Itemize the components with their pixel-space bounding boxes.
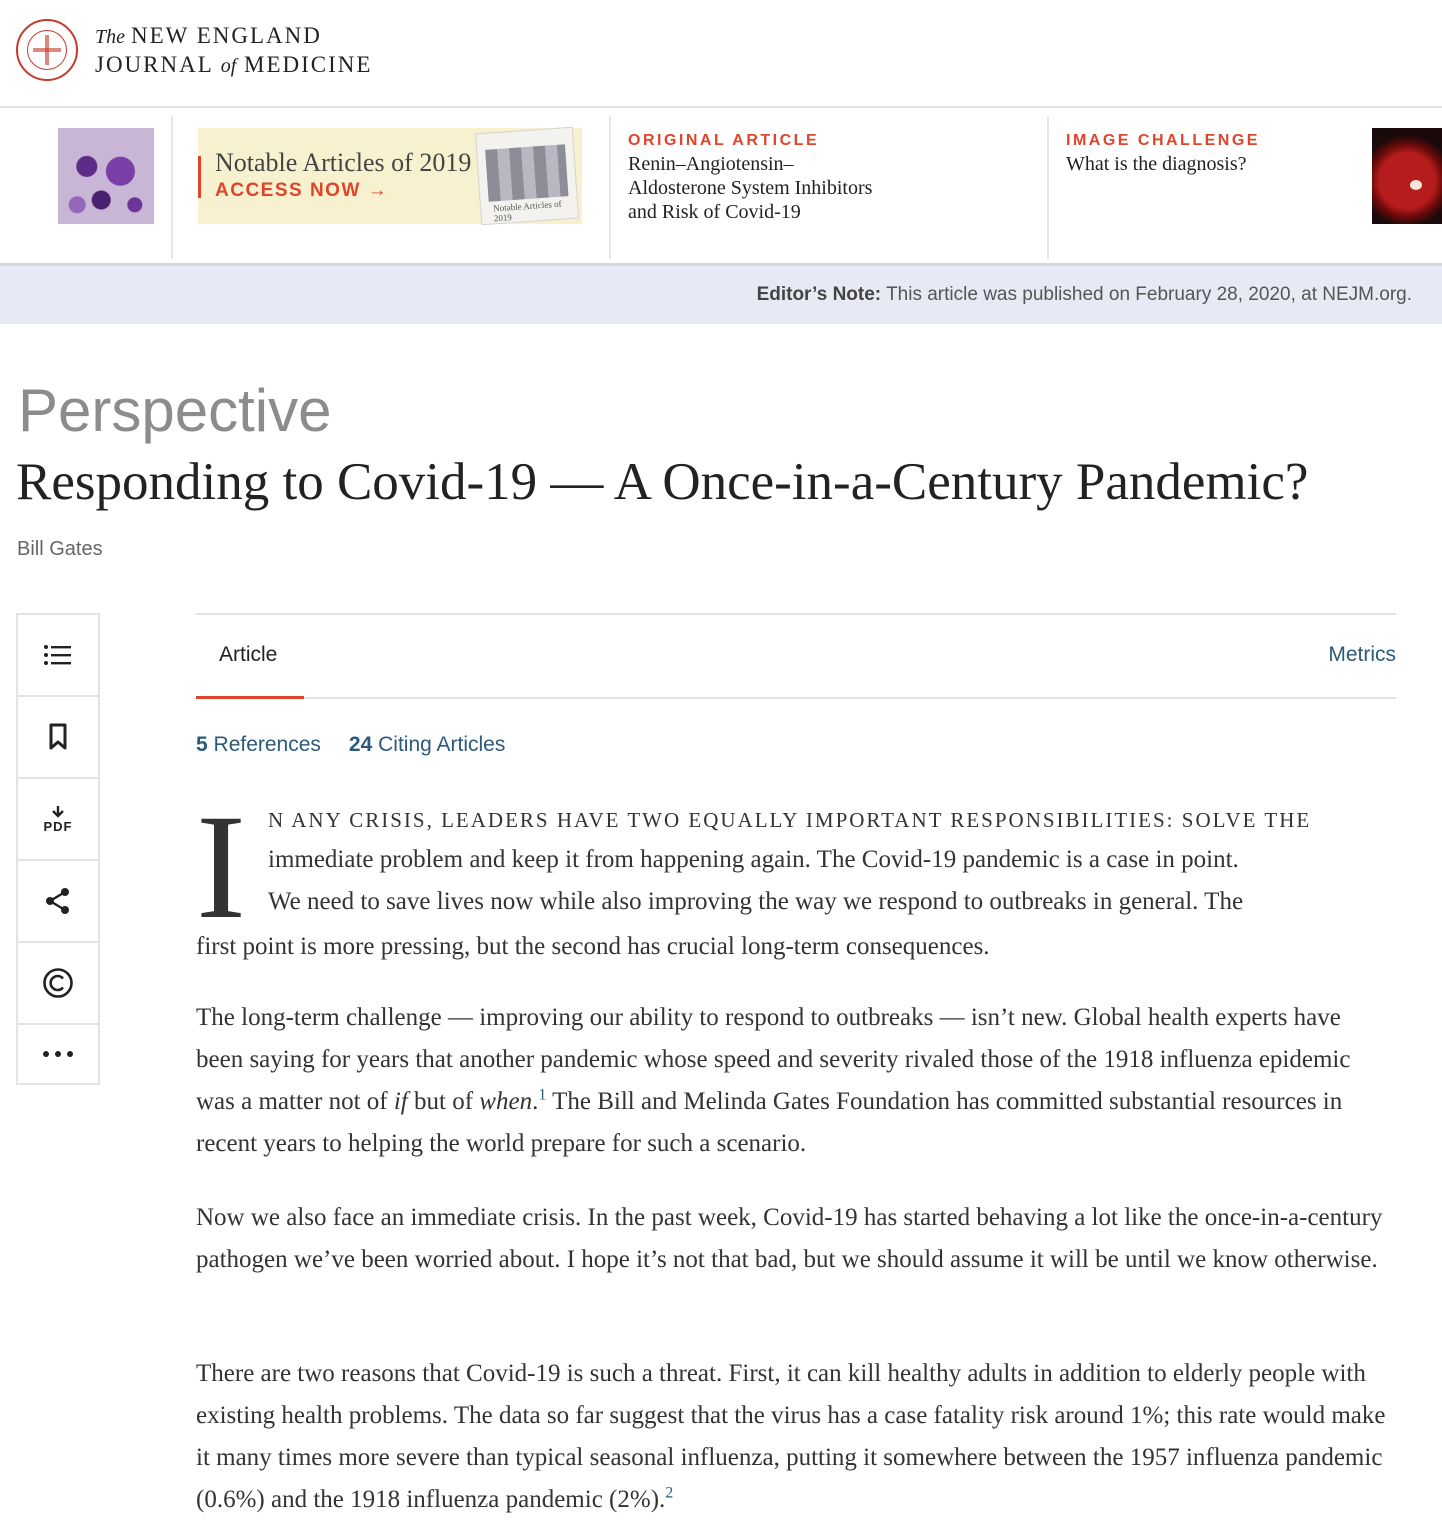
original-article-title[interactable] [628, 152, 872, 224]
author-link[interactable]: Bill Gates [17, 538, 103, 560]
article-title: Responding to Covid-19 — A Once-in-a-Century Pandemic? [16, 453, 1309, 511]
divider [171, 116, 173, 259]
image-challenge-thumbnail[interactable] [1372, 128, 1442, 224]
citing-count: 24 [348, 733, 373, 756]
references-link[interactable] [196, 733, 321, 756]
divider [609, 116, 611, 259]
drop-cap: I [196, 784, 246, 950]
references-label: References [213, 733, 321, 756]
copyright-button[interactable] [18, 943, 98, 1025]
image-challenge-kicker: IMAGE CHALLENGE [1066, 132, 1260, 149]
article-tabs [196, 613, 1396, 699]
citing-articles-link[interactable] [349, 733, 505, 756]
brand-the: The [95, 26, 125, 48]
editors-note-text: This article was published on February 28, 2020, at NEJM.org. [886, 284, 1412, 305]
footnote-ref-1[interactable]: 1 [538, 1086, 547, 1104]
body-line: immediate problem and keep it from happening again. The Covid-19 pandemic is a case in point. [268, 846, 1239, 873]
text-run: but of [407, 1088, 480, 1115]
title-line: Renin–Angiotensin– [628, 153, 794, 175]
accent-bar [198, 156, 201, 198]
emphasis: when [479, 1088, 533, 1115]
pdf-label: PDF [43, 818, 73, 834]
ellipsis-icon [42, 1050, 74, 1058]
paragraph-2 [196, 997, 1391, 1165]
micrograph-thumbnail[interactable] [58, 128, 154, 224]
download-arrow-icon [50, 805, 66, 819]
article-tools-rail [16, 613, 100, 1085]
paragraph-3: Now we also face an immediate crisis. In the past week, Covid-19 has started behaving a lot like the once-in-a-century pathogen we’ve been worried about. I hope it’s not that bad, but we should assume it will be until we know otherwise. [196, 1204, 1383, 1273]
tab-article-label: Article [219, 643, 278, 666]
paragraph-4 [196, 1353, 1391, 1521]
body-line: We need to save lives now while also improving the way we respond to outbreaks in general. The [268, 888, 1244, 915]
title-line: and Risk of Covid-19 [628, 201, 801, 223]
image-challenge-promo[interactable] [1066, 132, 1260, 176]
image-challenge-title[interactable]: What is the diagnosis? [1066, 153, 1247, 175]
copyright-icon [42, 967, 74, 999]
original-article-promo[interactable] [628, 132, 872, 224]
citing-label: Citing Articles [378, 733, 506, 756]
title-line: Aldosterone System Inhibitors [628, 177, 873, 199]
brand-journal: JOURNAL [95, 52, 213, 77]
nejm-seal-logo[interactable] [16, 19, 78, 81]
more-options-button[interactable] [18, 1025, 98, 1083]
promo-strip [0, 110, 1442, 266]
tab-article[interactable] [196, 615, 304, 699]
text-run: The Bill and Melinda Gates Foundation has committed substantial resources in recent years to helping the world prepare for such a scenario. [196, 1088, 1343, 1157]
notable-articles-banner[interactable] [198, 128, 582, 224]
editors-note [757, 284, 1412, 306]
bookmark-icon [48, 723, 68, 751]
divider [1047, 116, 1049, 259]
editors-note-bar [0, 266, 1442, 324]
text-run: . [532, 1088, 539, 1115]
access-now-link[interactable]: ACCESS NOW → [215, 180, 389, 201]
emphasis: if [393, 1088, 408, 1115]
nejm-wordmark[interactable] [95, 22, 372, 80]
pdf-download-button[interactable] [18, 779, 98, 861]
lead-line-smallcaps: N ANY CRISIS, LEADERS HAVE TWO EQUALLY IMPORTANT RESPONSIBILITIES: SOLVE THE [268, 808, 1312, 832]
references-count: 5 [196, 733, 208, 756]
bookmark-button[interactable] [18, 697, 98, 779]
list-icon [43, 644, 73, 666]
book-caption: Notable Articles of 2019 [492, 198, 562, 224]
site-header [0, 0, 1442, 108]
table-of-contents-button[interactable] [18, 615, 98, 697]
book-cover-image [475, 127, 579, 226]
section-label: Perspective [18, 377, 332, 444]
reference-links [196, 733, 505, 757]
brand-medicine: MEDICINE [244, 52, 373, 77]
editors-note-label: Editor’s Note: [756, 284, 882, 305]
tab-metrics[interactable]: Metrics [1328, 643, 1396, 666]
share-button[interactable] [18, 861, 98, 943]
body-line: first point is more pressing, but the second has crucial long-term consequences. [196, 933, 990, 960]
brand-of: of [220, 55, 237, 77]
text-run: The long-term challenge — improving our ability to respond to outbreaks — isn’t new. Global health experts have been saying for years that another pandemic whose speed and severity rivaled those of the 1918 influenza epidemic was a matter not of [196, 1004, 1351, 1115]
share-icon [45, 887, 71, 915]
original-article-kicker: ORIGINAL ARTICLE [628, 132, 820, 149]
notable-title: Notable Articles of 2019 [215, 148, 472, 177]
footnote-ref-2[interactable]: 2 [665, 1484, 674, 1502]
brand-line1: NEW ENGLAND [131, 23, 322, 48]
text-run: There are two reasons that Covid-19 is such a threat. First, it can kill healthy adults in addition to elderly people with existing health problems. The data so far suggest that the virus has a case fatality risk around 1%; this rate would make it many times more severe than typical seasonal influenza, putting it somewhere between the 1957 influenza pandemic (0.6%) and the 1918 influenza pandemic (2%). [196, 1360, 1386, 1513]
